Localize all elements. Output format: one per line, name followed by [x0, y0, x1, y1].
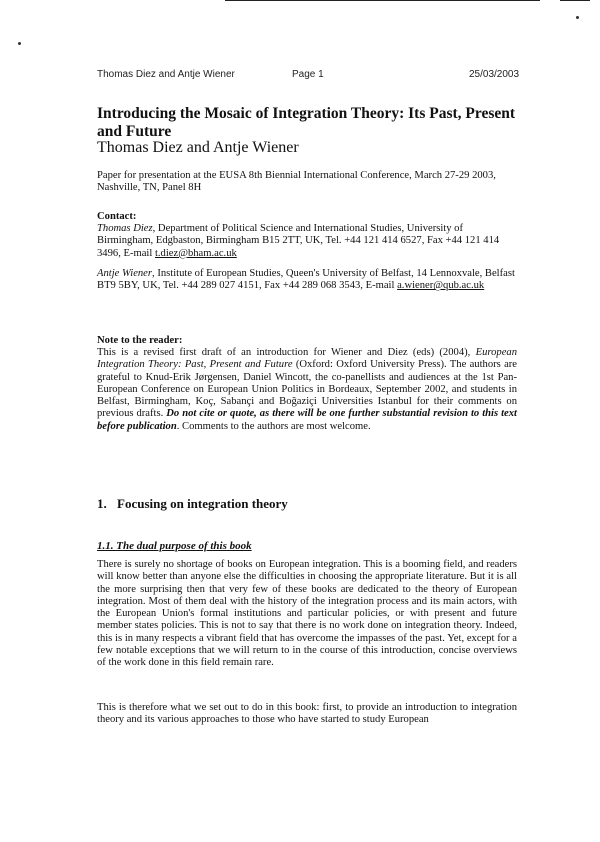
note-text-3: . Comments to the authors are most welcome.	[176, 420, 371, 432]
header-page-number: Page 1	[292, 69, 324, 80]
contact-wiener-name: Antje Wiener	[97, 268, 153, 279]
note-warning: Do not cite or quote, as there will be one further substantial revision to this text before publication	[97, 408, 517, 432]
scan-artifact-dot	[18, 42, 21, 45]
presentation-note: Paper for presentation at the EUSA 8th Biennial International Conference, March 27-29 2003, Nashville, TN, Panel 8H	[97, 170, 496, 194]
note-body	[97, 347, 517, 433]
contact-diez	[97, 223, 517, 260]
contact-wiener-details: , Institute of European Studies, Queen's University of Belfast, 14 Lennoxvale, Belfast BT9 5BY, UK, Tel. +44 289 027 4151, Fax +44 289 068 3543, E-mail	[97, 268, 515, 292]
scan-artifact-line	[225, 0, 540, 1]
contact-diez-details: , Department of Political Science and International Studies, University of Birmingham, Edgbaston, Birmingham B15 2TT, UK, Tel. +44 121 414 6527, Fax +44 121 414 3496, E-mail	[97, 223, 500, 259]
note-heading: Note to the reader:	[97, 335, 183, 346]
section-heading	[97, 496, 288, 512]
contact-wiener-email[interactable]: a.wiener@qub.ac.uk	[397, 280, 485, 292]
scan-artifact-dot	[576, 16, 579, 19]
contact-wiener	[97, 268, 517, 293]
note-text-1: This is a revised first draft of an introduction for Wiener and Diez (eds) (2004),	[97, 347, 476, 358]
header-authors: Thomas Diez and Antje Wiener	[97, 69, 235, 80]
contact-diez-email[interactable]: t.diez@bham.ac.uk	[154, 247, 237, 259]
body-paragraph-2: This is therefore what we set out to do in this book: first, to provide an introduction to integration theory and its various approaches to those who have started to study European	[97, 702, 517, 726]
section-number: 1.	[97, 496, 107, 511]
body-paragraph-1: There is surely no shortage of books on European integration. This is a booming field, and readers will know better than anyone else the difficulties in choosing the appropriate literature. But it is all the more surprising then that very few of these books are dedicated to the theory of European integration. Most of them deal with the history of the integration process and its main actors, with the European Union's formal institutions and particular policies, or with present and future member states policies. This is not to say that there is no work done on integration theory. Indeed, this is in many respects a vibrant field that has overcome the impasses of the past. Yet, except for a few notable exceptions that we will return to in the course of this introduction, concise overviews of the work done in this field remain rare.	[97, 559, 517, 669]
scan-artifact-line	[560, 0, 590, 1]
contact-diez-name: Thomas Diez	[97, 223, 153, 234]
subsection-heading: 1.1. The dual purpose of this book	[97, 540, 252, 552]
paper-title: Introducing the Mosaic of Integration Theory: Its Past, Present and Future	[97, 105, 516, 140]
header-date: 25/03/2003	[469, 69, 520, 80]
note-book-title: European Integration Theory: Past, Present and Future	[97, 347, 517, 371]
section-title: Focusing on integration theory	[117, 496, 288, 511]
contact-heading: Contact:	[97, 211, 137, 222]
note-text-2: (Oxford: Oxford University Press). The authors are grateful to Knud-Erik Jørgensen, Daniel Wincott, the co-panellists and audiences at the 1st Pan-European Conference on European Union Politics in Bordeaux, September 2002, and students in Belfast, Birmingham, Koç, Sabançi and Boğaziçi Universities Istanbul for their comments on previous drafts.	[97, 359, 518, 420]
paper-authors: Thomas Diez and Antje Wiener	[97, 139, 299, 156]
